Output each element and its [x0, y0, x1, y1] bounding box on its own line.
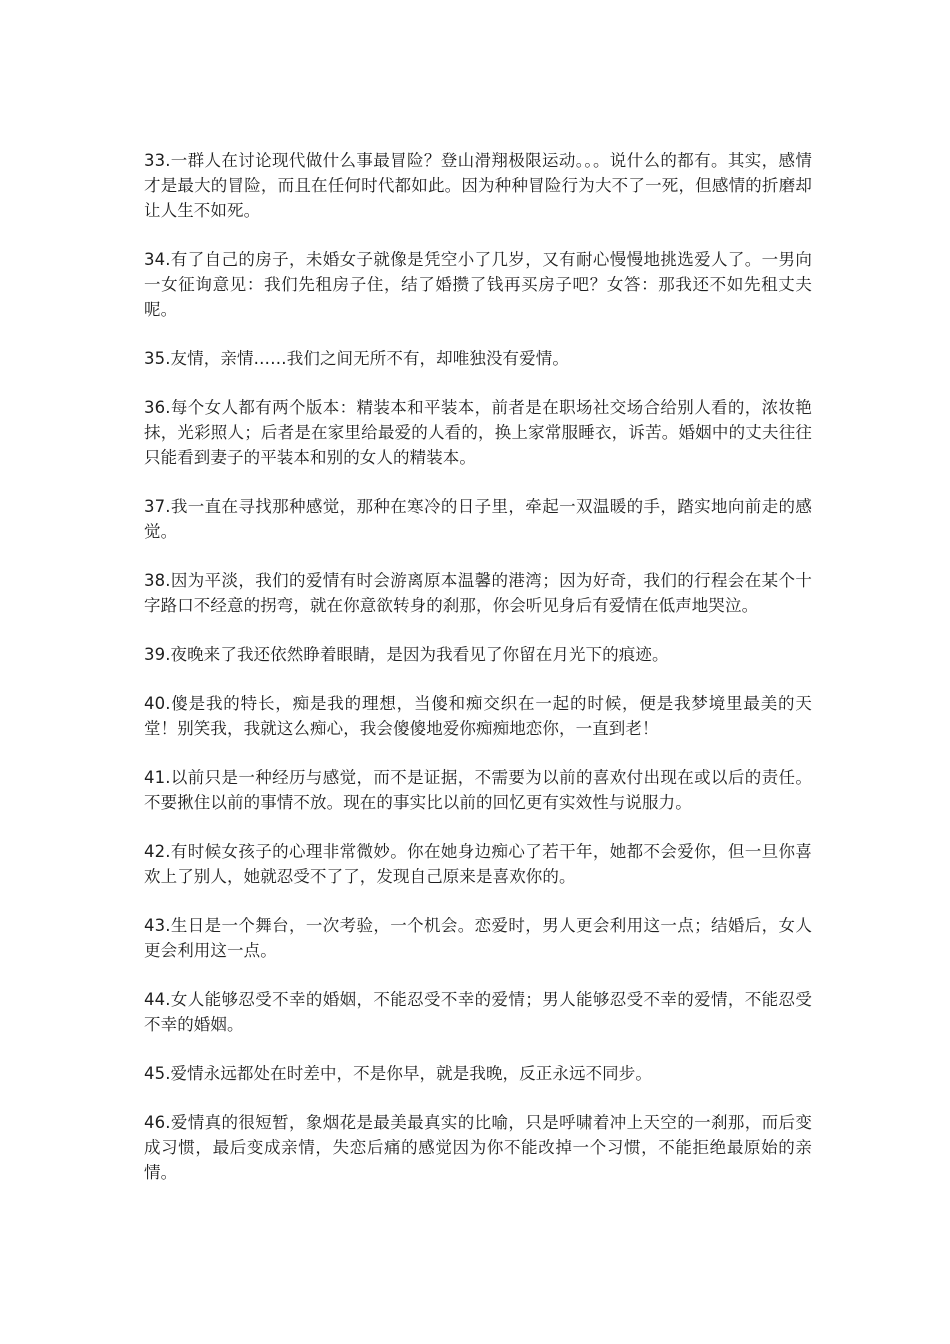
- paragraph-37: 37.我一直在寻找那种感觉，那种在寒冷的日子里，牵起一双温暖的手，踏实地向前走的感觉。: [144, 497, 812, 541]
- paragraph-38: 38.因为平淡，我们的爱情有时会游离原本温馨的港湾；因为好奇，我们的行程会在某个十字路口不经意的拐弯，就在你意欲转身的刹那，你会听见身后有爱情在低声地哭泣。: [144, 571, 812, 615]
- paragraph-43: 43.生日是一个舞台，一次考验，一个机会。恋爱时，男人更会利用这一点；结婚后，女人更会利用这一点。: [144, 916, 812, 960]
- paragraph-40: 40.傻是我的特长，痴是我的理想，当傻和痴交织在一起的时候，便是我梦境里最美的天堂！别笑我，我就这么痴心，我会傻傻地爱你痴痴地恋你，一直到老！: [144, 694, 812, 738]
- paragraph-33: 33.一群人在讨论现代做什么事最冒险？登山滑翔极限运动。。。说什么的都有。其实，感情才是最大的冒险，而且在任何时代都如此。因为种种冒险行为大不了一死，但感情的折磨却让人生不如死。: [144, 151, 812, 220]
- paragraph-45: 45.爱情永远都处在时差中，不是你早，就是我晚，反正永远不同步。: [144, 1064, 652, 1083]
- paragraph-41: 41.以前只是一种经历与感觉，而不是证据，不需要为以前的喜欢付出现在或以后的责任。不要揪住以前的事情不放。现在的事实比以前的回忆更有实效性与说服力。: [144, 768, 812, 812]
- document-body: [144, 148, 812, 1209]
- paragraph-42: 42.有时候女孩子的心理非常微妙。你在她身边痴心了若干年，她都不会爱你，但一旦你喜欢上了别人，她就忍受不了了，发现自己原来是喜欢你的。: [144, 842, 812, 886]
- paragraph-34: 34.有了自己的房子，未婚女子就像是凭空小了几岁，又有耐心慢慢地挑选爱人了。一男向一女征询意见：我们先租房子住，结了婚攒了钱再买房子吧？女答：那我还不如先租丈夫呢。: [144, 250, 812, 319]
- paragraph-36: 36.每个女人都有两个版本：精装本和平装本，前者是在职场社交场合给别人看的，浓妆艳抹，光彩照人；后者是在家里给最爱的人看的，换上家常服睡衣，诉苦。婚姻中的丈夫往往只能看到妻子的平装本和别的女人的精装本。: [144, 398, 812, 467]
- paragraph-35: 35.友情，亲情……我们之间无所不有，却唯独没有爱情。: [144, 349, 569, 368]
- paragraph-46: 46.爱情真的很短暂，象烟花是最美最真实的比喻，只是呼啸着冲上天空的一刹那，而后变成习惯，最后变成亲情，失恋后痛的感觉因为你不能改掉一个习惯，不能拒绝最原始的亲情。: [144, 1113, 812, 1182]
- paragraph-44: 44.女人能够忍受不幸的婚姻，不能忍受不幸的爱情；男人能够忍受不幸的爱情，不能忍受不幸的婚姻。: [144, 990, 812, 1034]
- paragraph-39: 39.夜晚来了我还依然睁着眼睛，是因为我看见了你留在月光下的痕迹。: [144, 645, 669, 664]
